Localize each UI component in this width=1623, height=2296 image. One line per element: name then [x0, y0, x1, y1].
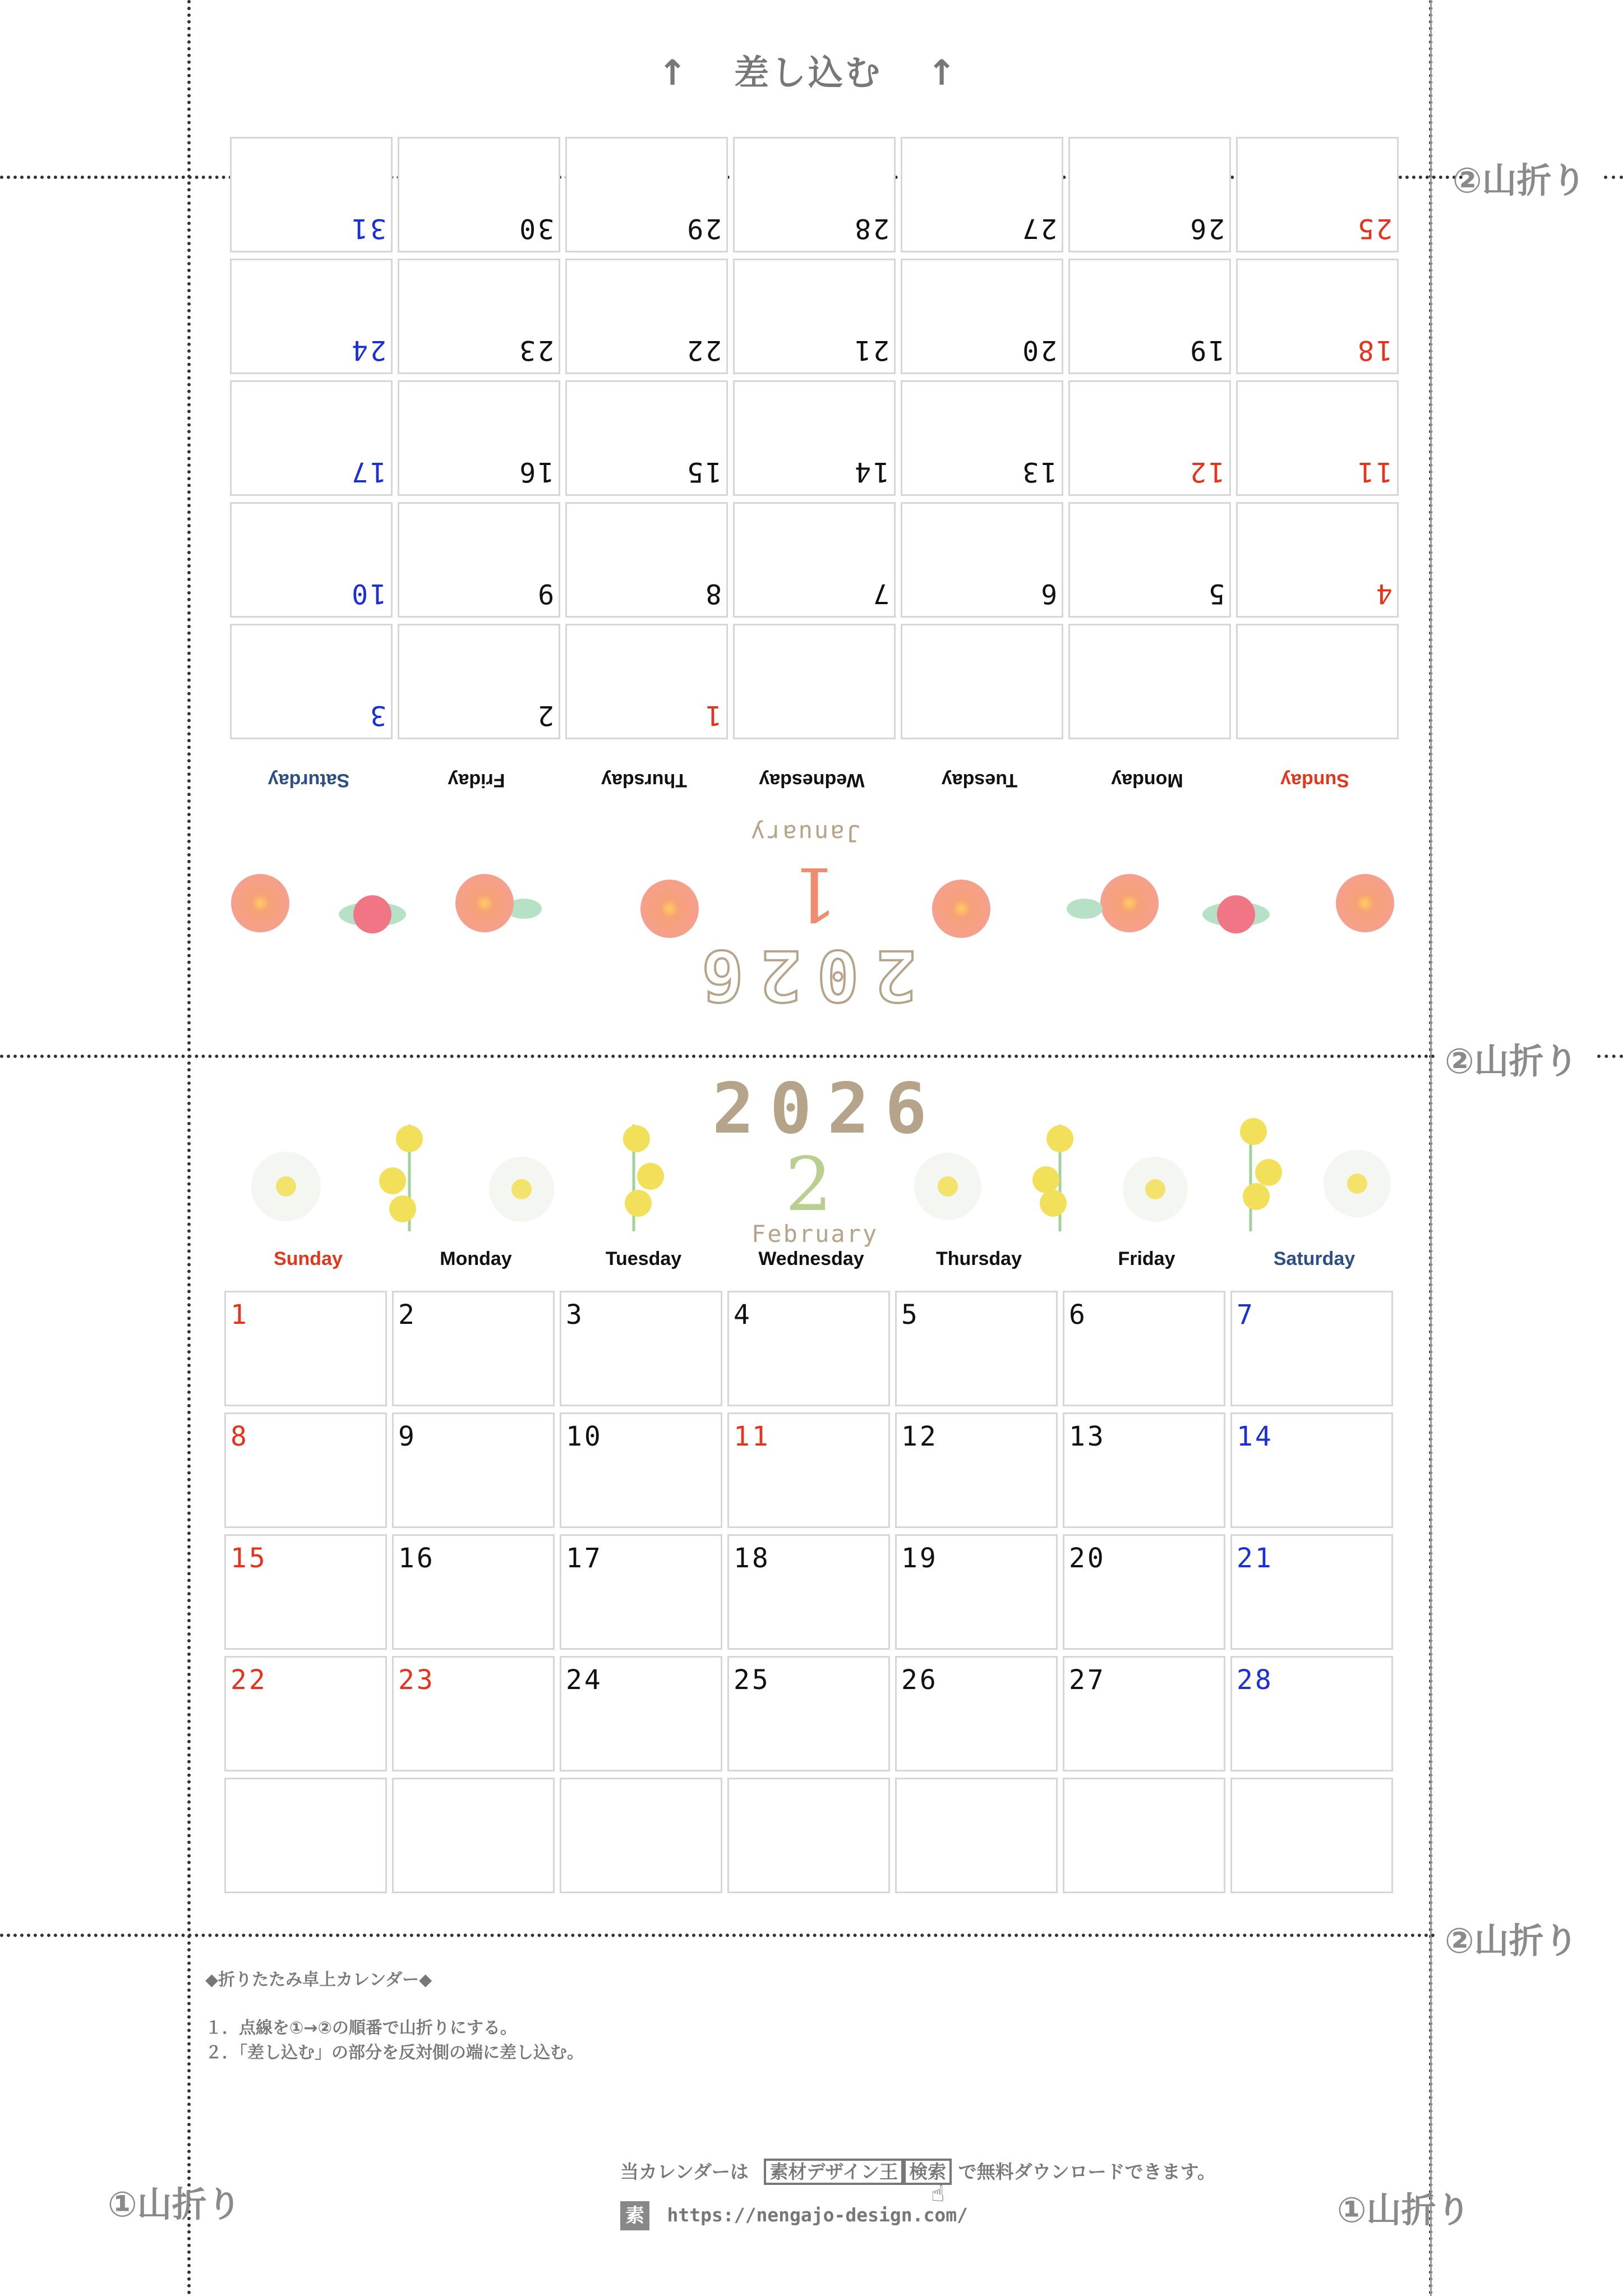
date-cell — [1068, 624, 1231, 739]
date-cell — [895, 1534, 1058, 1650]
fold2-label-top: ②山折り — [1453, 160, 1587, 201]
date-cell — [1063, 1412, 1225, 1528]
camellia-flower-icon — [231, 874, 289, 932]
white-flower-icon — [1324, 1150, 1391, 1217]
date-number: 25 — [1355, 213, 1393, 244]
white-flower-icon — [914, 1153, 981, 1220]
date-cell — [1068, 502, 1231, 618]
fold-line-middle — [0, 1055, 1436, 1058]
date-cell — [895, 1778, 1058, 1893]
camellia-leaf-icon — [1067, 899, 1103, 919]
footer-site — [620, 2201, 968, 2230]
date-number: 27 — [1069, 1664, 1106, 1696]
date-number: 10 — [349, 578, 386, 609]
date-cell — [1230, 1291, 1393, 1406]
narcissus-icon — [1032, 1125, 1073, 1231]
date-number: 29 — [685, 213, 722, 244]
weekday-sunday: Sunday — [1280, 770, 1349, 791]
weekday-friday: Friday — [448, 770, 505, 791]
date-number: 4 — [734, 1299, 752, 1331]
date-number: 9 — [398, 1421, 417, 1452]
date-cell — [230, 259, 393, 374]
date-number: 3 — [566, 1299, 584, 1331]
date-number: 13 — [1069, 1421, 1106, 1452]
date-number: 18 — [734, 1543, 771, 1574]
date-cell — [230, 137, 393, 252]
date-cell — [560, 1534, 722, 1650]
january-month-number: 1 — [791, 850, 838, 937]
fold-line-left — [187, 0, 191, 2296]
white-flower-icon — [489, 1157, 554, 1222]
date-number: 19 — [1188, 334, 1225, 366]
site-url-link[interactable]: https://nengajo-design.com/ — [667, 2203, 968, 2226]
date-number: 8 — [703, 578, 722, 609]
fold-line-bottom — [0, 1934, 1436, 1937]
date-number: 26 — [1188, 213, 1225, 244]
date-cell — [392, 1778, 555, 1893]
date-number: 14 — [1237, 1421, 1274, 1452]
fold2-label-bottom: ②山折り — [1445, 1920, 1579, 1961]
weekday-wednesday: Wednesday — [759, 770, 865, 791]
edge-line-right — [1430, 0, 1432, 2296]
narcissus-icon — [1240, 1118, 1282, 1231]
date-number: 18 — [1355, 334, 1393, 366]
camellia-flower-icon — [1336, 874, 1394, 932]
sozai-logo-icon: 素 — [620, 2201, 649, 2230]
january-date-grid — [230, 131, 1399, 739]
instructions-step-1: １．点線を①→②の順番で山折りにする。 — [205, 2018, 517, 2038]
date-number: 23 — [517, 334, 554, 366]
date-cell — [901, 137, 1063, 252]
date-number: 9 — [536, 578, 554, 609]
date-number: 22 — [230, 1664, 268, 1696]
weekday-saturday: Saturday — [268, 770, 350, 791]
date-cell — [1063, 1291, 1225, 1406]
fold-line-top-tail — [1604, 176, 1623, 179]
date-number: 28 — [852, 213, 889, 244]
date-number: 14 — [852, 456, 889, 487]
camellia-flower-icon — [455, 874, 514, 932]
date-number: 17 — [566, 1543, 603, 1574]
date-cell — [727, 1534, 890, 1650]
date-cell — [727, 1778, 890, 1893]
pointer-cursor-icon: ☝ — [931, 2181, 945, 2207]
date-cell — [224, 1656, 387, 1772]
february-calendar — [224, 1069, 1399, 1899]
fold1-label-right: ①山折り — [1337, 2189, 1471, 2230]
date-cell — [230, 380, 393, 496]
date-cell — [230, 502, 393, 618]
date-cell — [895, 1412, 1058, 1528]
date-number: 23 — [398, 1664, 435, 1696]
date-number: 22 — [685, 334, 722, 366]
search-box[interactable] — [764, 2159, 903, 2185]
date-cell — [1236, 624, 1399, 739]
fold2-label-middle: ②山折り — [1445, 1041, 1579, 1082]
date-number: 8 — [230, 1421, 249, 1452]
weekday-saturday: Saturday — [1273, 1248, 1355, 1269]
date-cell — [224, 1778, 387, 1893]
date-number: 26 — [901, 1664, 938, 1696]
camellia-flower-icon — [1100, 874, 1159, 932]
date-cell — [1063, 1778, 1225, 1893]
date-cell — [392, 1412, 555, 1528]
footer-suffix: で無料ダウンロードできます。 — [958, 2161, 1216, 2183]
date-number: 4 — [1374, 578, 1393, 609]
camellia-decoration — [224, 858, 1399, 948]
january-year: 2026 — [686, 935, 916, 1015]
date-number: 31 — [349, 213, 386, 244]
weekday-thursday: Thursday — [935, 1248, 1022, 1269]
date-number: 7 — [871, 578, 889, 609]
date-cell — [1063, 1656, 1225, 1772]
weekday-monday: Monday — [1111, 770, 1183, 791]
february-weekday-row — [224, 1248, 1399, 1270]
date-number: 6 — [1069, 1299, 1087, 1331]
date-number: 7 — [1237, 1299, 1255, 1331]
date-cell — [1068, 137, 1231, 252]
weekday-thursday: Thursday — [601, 770, 688, 791]
date-cell — [1068, 380, 1231, 496]
up-arrow-icon: ↑ — [927, 52, 958, 93]
date-cell — [733, 380, 896, 496]
up-arrow-icon: ↑ — [658, 52, 689, 93]
weekday-wednesday: Wednesday — [758, 1248, 864, 1269]
footer-prefix: 当カレンダーは — [620, 2161, 749, 2183]
weekday-sunday: Sunday — [274, 1248, 343, 1269]
date-cell — [727, 1412, 890, 1528]
camellia-leaf-icon — [1202, 895, 1270, 933]
date-cell — [1230, 1778, 1393, 1893]
date-number: 20 — [1069, 1543, 1106, 1574]
date-cell — [1230, 1534, 1393, 1650]
date-number: 11 — [734, 1421, 771, 1452]
camellia-flower-icon — [932, 880, 990, 938]
date-number: 2 — [536, 700, 554, 731]
january-calendar — [224, 213, 1399, 1015]
date-number: 12 — [901, 1421, 938, 1452]
narcissus-icon — [379, 1125, 423, 1231]
date-cell — [398, 624, 560, 739]
narcissus-icon — [623, 1125, 664, 1231]
date-number: 21 — [852, 334, 889, 366]
date-number: 25 — [734, 1664, 771, 1696]
date-number: 20 — [1020, 334, 1057, 366]
date-number: 28 — [1237, 1664, 1274, 1696]
date-cell — [565, 259, 728, 374]
weekday-tuesday: Tuesday — [941, 770, 1018, 791]
date-cell — [398, 380, 560, 496]
instructions-title: ◆折りたたみ卓上カレンダー◆ — [205, 1970, 432, 1990]
date-cell — [224, 1534, 387, 1650]
date-cell — [565, 380, 728, 496]
date-number: 6 — [1039, 578, 1057, 609]
search-box-text: 素材デザイン王 — [769, 2161, 898, 2183]
date-cell — [901, 259, 1063, 374]
date-number: 19 — [901, 1543, 938, 1574]
date-cell — [560, 1778, 722, 1893]
date-cell — [901, 624, 1063, 739]
date-cell — [398, 502, 560, 618]
date-number: 17 — [349, 456, 386, 487]
date-cell — [901, 502, 1063, 618]
date-cell — [1236, 380, 1399, 496]
date-cell — [901, 380, 1063, 496]
date-number: 1 — [230, 1299, 249, 1331]
date-cell — [1236, 502, 1399, 618]
february-date-grid — [224, 1291, 1393, 1899]
january-month-name: January — [749, 820, 860, 847]
date-cell — [895, 1291, 1058, 1406]
date-cell — [1230, 1656, 1393, 1772]
date-number: 13 — [1020, 456, 1057, 487]
instructions-step-2: ２．「差し込む」の部分を反対側の端に差し込む。 — [205, 2043, 584, 2063]
fold1-label-left: ①山折り — [108, 2184, 242, 2225]
date-cell — [733, 624, 896, 739]
footer-download-note — [620, 2157, 1216, 2184]
camellia-leaf-icon — [339, 895, 406, 933]
date-cell — [1068, 259, 1231, 374]
date-number: 24 — [566, 1664, 603, 1696]
february-month-number: 2 — [785, 1142, 832, 1228]
date-cell — [398, 259, 560, 374]
date-number: 24 — [349, 334, 386, 366]
date-number: 30 — [517, 213, 554, 244]
date-cell — [727, 1656, 890, 1772]
date-cell — [565, 137, 728, 252]
date-cell — [733, 259, 896, 374]
date-number: 2 — [398, 1299, 417, 1331]
date-number: 16 — [517, 456, 554, 487]
date-number: 3 — [368, 700, 386, 731]
date-number: 27 — [1020, 213, 1057, 244]
date-cell — [560, 1291, 722, 1406]
date-number: 1 — [703, 700, 722, 731]
date-cell — [560, 1412, 722, 1528]
date-number: 16 — [398, 1543, 435, 1574]
date-number: 15 — [230, 1543, 268, 1574]
weekday-monday: Monday — [440, 1248, 512, 1269]
date-cell — [895, 1656, 1058, 1772]
fold-line-middle-tail — [1597, 1055, 1623, 1058]
date-cell — [1236, 259, 1399, 374]
date-cell — [230, 624, 393, 739]
date-cell — [392, 1291, 555, 1406]
date-cell — [1063, 1534, 1225, 1650]
date-number: 12 — [1188, 456, 1225, 487]
date-cell — [224, 1412, 387, 1528]
date-number: 15 — [685, 456, 722, 487]
february-year: 2026 — [712, 1069, 943, 1149]
date-cell — [392, 1656, 555, 1772]
date-cell — [560, 1656, 722, 1772]
date-cell — [733, 502, 896, 618]
date-cell — [565, 624, 728, 739]
date-cell — [565, 502, 728, 618]
february-month-name: February — [751, 1220, 879, 1248]
weekday-tuesday: Tuesday — [605, 1248, 682, 1269]
insert-tab-label — [187, 45, 1429, 95]
date-number: 10 — [566, 1421, 603, 1452]
white-flower-icon — [1123, 1157, 1188, 1222]
january-header — [224, 797, 1399, 1015]
date-cell — [1236, 137, 1399, 252]
date-number: 5 — [901, 1299, 920, 1331]
date-cell — [392, 1534, 555, 1650]
date-cell — [1230, 1412, 1393, 1528]
date-cell — [733, 137, 896, 252]
camellia-flower-icon — [640, 880, 699, 938]
date-cell — [224, 1291, 387, 1406]
insert-label: 差し込む — [734, 52, 882, 93]
white-flower-icon — [251, 1152, 321, 1221]
january-weekday-row — [224, 769, 1399, 791]
search-button[interactable]: 検索 — [903, 2159, 952, 2185]
date-number: 5 — [1206, 578, 1225, 609]
date-cell — [398, 137, 560, 252]
date-cell — [727, 1291, 890, 1406]
date-number: 21 — [1237, 1543, 1274, 1574]
weekday-friday: Friday — [1118, 1248, 1175, 1269]
date-number: 11 — [1355, 456, 1393, 487]
